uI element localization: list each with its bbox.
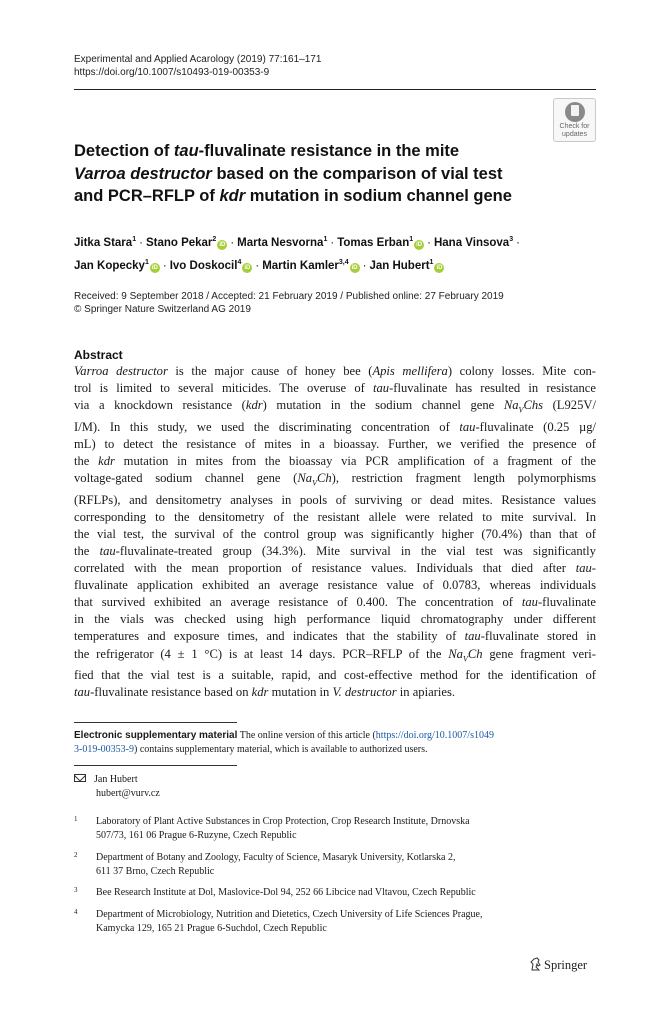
esm-link[interactable]: https://doi.org/10.1007/s1049 3-019-00353-9: [74, 730, 494, 755]
affiliation-3: 3 Bee Research Institute at Dol, Maslovice-Dol 94, 252 66 Libcice nad Vltavou, Czech Republic: [74, 886, 476, 898]
abstract-line: via a knockdown resistance (kdr) mutation in the sodium channel gene $Na_VChs$ (L925V/: [74, 398, 596, 415]
abstract-line: fluvalinate application exhibited an average resistance value of 0.0783, whereas individuals: [74, 578, 596, 593]
author-separator: ·: [230, 237, 235, 249]
abstract-line: trol is limited to several miticides. The overuse of tau-fluvalinate has resulted in resistance: [74, 381, 596, 396]
author-affiliation-marker: 1: [323, 236, 328, 243]
corresponding-author: Jan Hubert: [94, 774, 138, 785]
author-affiliation-marker: 1: [409, 236, 414, 243]
affiliation-4: 4 Department of Microbiology, Nutrition and Dietetics, Czech University of Life Sciences Prague, Kamycka 129, 165 21 Prague 6-Suchdol, Czech Republic: [74, 908, 483, 934]
abstract-line: the refrigerator (4 ± 1 °C) is at least 14 days. PCR–RFLP of the $Na_VCh$ gene fragment veri-: [74, 646, 596, 664]
header-rule: [74, 89, 596, 90]
abstract-line: I/M). In this study, we used the discriminating concentration of tau-fluvalinate (0.25 µg/: [74, 419, 596, 434]
abstract-line: mL) to detect the resistance of mites in a bioassay. Further, we verified the presence of: [74, 436, 596, 451]
orcid-icon[interactable]: iD: [436, 265, 443, 271]
correspondence-rule: [74, 765, 237, 766]
author-name[interactable]: Ivo Doskocil: [169, 260, 238, 272]
received-accepted-published: Received: 9 September 2018 / Accepted: 21 February 2019 / Published online: 27 February 2019: [74, 291, 504, 302]
author-separator: ·: [362, 260, 367, 272]
author-affiliation-marker: 3,4: [338, 259, 349, 266]
affiliation-1: 1 Laboratory of Plant Active Substances in Crop Protection, Crop Research Institute, Drnovska 507/73, 161 06 Prague 6-Ruzyne, Czech Republic: [74, 815, 470, 841]
esm-rule: [74, 722, 237, 723]
author-affiliation-marker: 1: [429, 259, 434, 266]
abstract-line: the vial test, the survival of the control group was significantly higher (70.4%) than that of: [74, 526, 596, 541]
abstract-line: voltage-gated sodium channel gene $(Na_VCh)$, restriction fragment length polymorphisms: [74, 471, 596, 488]
abstract-heading: Abstract: [74, 348, 123, 362]
journal-citation: Experimental and Applied Acarology (2019) 77:161–171: [74, 54, 322, 65]
springer-horse-icon: [530, 957, 541, 971]
publication-dates: [74, 290, 504, 316]
envelope-icon: [74, 774, 86, 782]
author-separator: ·: [255, 260, 260, 272]
orcid-icon[interactable]: iD: [219, 242, 226, 248]
abstract-line: Varroa destructor is the major cause of honey bee (Apis mellifera) colony losses. Mite con-: [74, 364, 596, 378]
author-affiliation-marker: 4: [237, 259, 242, 266]
abstract-line: (RFLPs), and densitometry analyses in pools of surviving or dead mites. Resistance values: [74, 492, 596, 507]
author-affiliation-marker: 2: [212, 236, 217, 243]
correspondence: [74, 773, 160, 801]
orcid-icon[interactable]: iD: [416, 242, 423, 248]
orcid-icon[interactable]: iD: [244, 265, 251, 271]
abstract-line: correlated with the mean proportion of resistance values. Individuals that died after tau-: [74, 561, 596, 576]
publisher-name: Springer: [544, 958, 588, 972]
abstract-line: that survived exhibited an average resistance of 0.400. The concentration of tau-fluvalinate: [74, 595, 596, 610]
author-affiliation-marker: 1: [144, 259, 149, 266]
author-name[interactable]: Jan Hubert: [369, 260, 430, 272]
author-list: [74, 230, 594, 276]
affiliation-2: 2 Department of Botany and Zoology, Faculty of Science, Masaryk University, Kotlarska 2, 611 37 Brno, Czech Republic: [74, 851, 456, 877]
copyright: © Springer Nature Switzerland AG 2019: [74, 304, 251, 315]
abstract-line: the kdr mutation in mites from the bioassay via PCR amplification of a fragment of the: [74, 453, 596, 468]
abstract-line: temperatures and exposure times, and indicates that the stability of tau-fluvalinate stored in: [74, 629, 596, 644]
author-name[interactable]: Martin Kamler: [262, 260, 339, 272]
author-separator: ·: [139, 237, 143, 249]
journal-doi[interactable]: https://doi.org/10.1007/s10493-019-00353-9: [74, 67, 270, 78]
author-separator: ·: [427, 237, 431, 249]
abstract-body: [74, 363, 596, 701]
author-name[interactable]: Hana Vinsova: [433, 237, 510, 249]
orcid-icon[interactable]: iD: [151, 265, 158, 271]
supplementary-note: Electronic supplementary material The online version of this article (https://doi.org/10.1007/s1049 3-019-00353-9) contains supplementary material, which is available to authorized users.: [74, 730, 494, 755]
abstract-line: tau-fluvalinate resistance based on kdr mutation in V. destructor in apiaries.: [74, 685, 456, 700]
author-separator: ·: [162, 260, 167, 272]
paper-title: Detection of tau-fluvalinate resistance in the mite Varroa destructor based on the comparison of vial test and PCR–RFLP of kdr mutation in sodium channel gene: [74, 142, 512, 205]
author-affiliation-marker: 3: [509, 236, 514, 243]
abstract-line: corresponding to the densitometry of the resistant allele were related to mite survival. In: [74, 509, 596, 524]
abstract-line: the tau-fluvalinate-treated group (34.3%). Mite survival in the vial test was significantly: [74, 543, 596, 558]
author-separator: ·: [516, 237, 520, 249]
author-name[interactable]: Tomas Erban: [337, 237, 410, 249]
esm-label: Electronic supplementary material: [74, 730, 238, 741]
bookmark-icon: [565, 102, 585, 122]
publisher-logo: [530, 957, 587, 973]
journal-header: [74, 53, 321, 79]
author-affiliation-marker: 1: [132, 236, 137, 243]
author-name[interactable]: Stano Pekar: [145, 237, 213, 249]
check-for-updates-badge[interactable]: [553, 98, 596, 142]
author-name[interactable]: Jitka Stara: [74, 237, 133, 249]
author-name[interactable]: Jan Kopecky: [74, 260, 145, 272]
author-name[interactable]: Marta Nesvorna: [237, 237, 324, 249]
corresponding-email[interactable]: hubert@vurv.cz: [96, 788, 160, 799]
check-for-updates-label: Check for updates: [559, 123, 590, 138]
author-separator: ·: [330, 237, 335, 249]
abstract-line: fied that the vial test is a suitable, rapid, and cost-effective method for the identification of: [74, 668, 596, 683]
abstract-line: in the vials was checked using high performance liquid chromatography under different: [74, 612, 596, 627]
orcid-icon[interactable]: iD: [351, 265, 358, 271]
